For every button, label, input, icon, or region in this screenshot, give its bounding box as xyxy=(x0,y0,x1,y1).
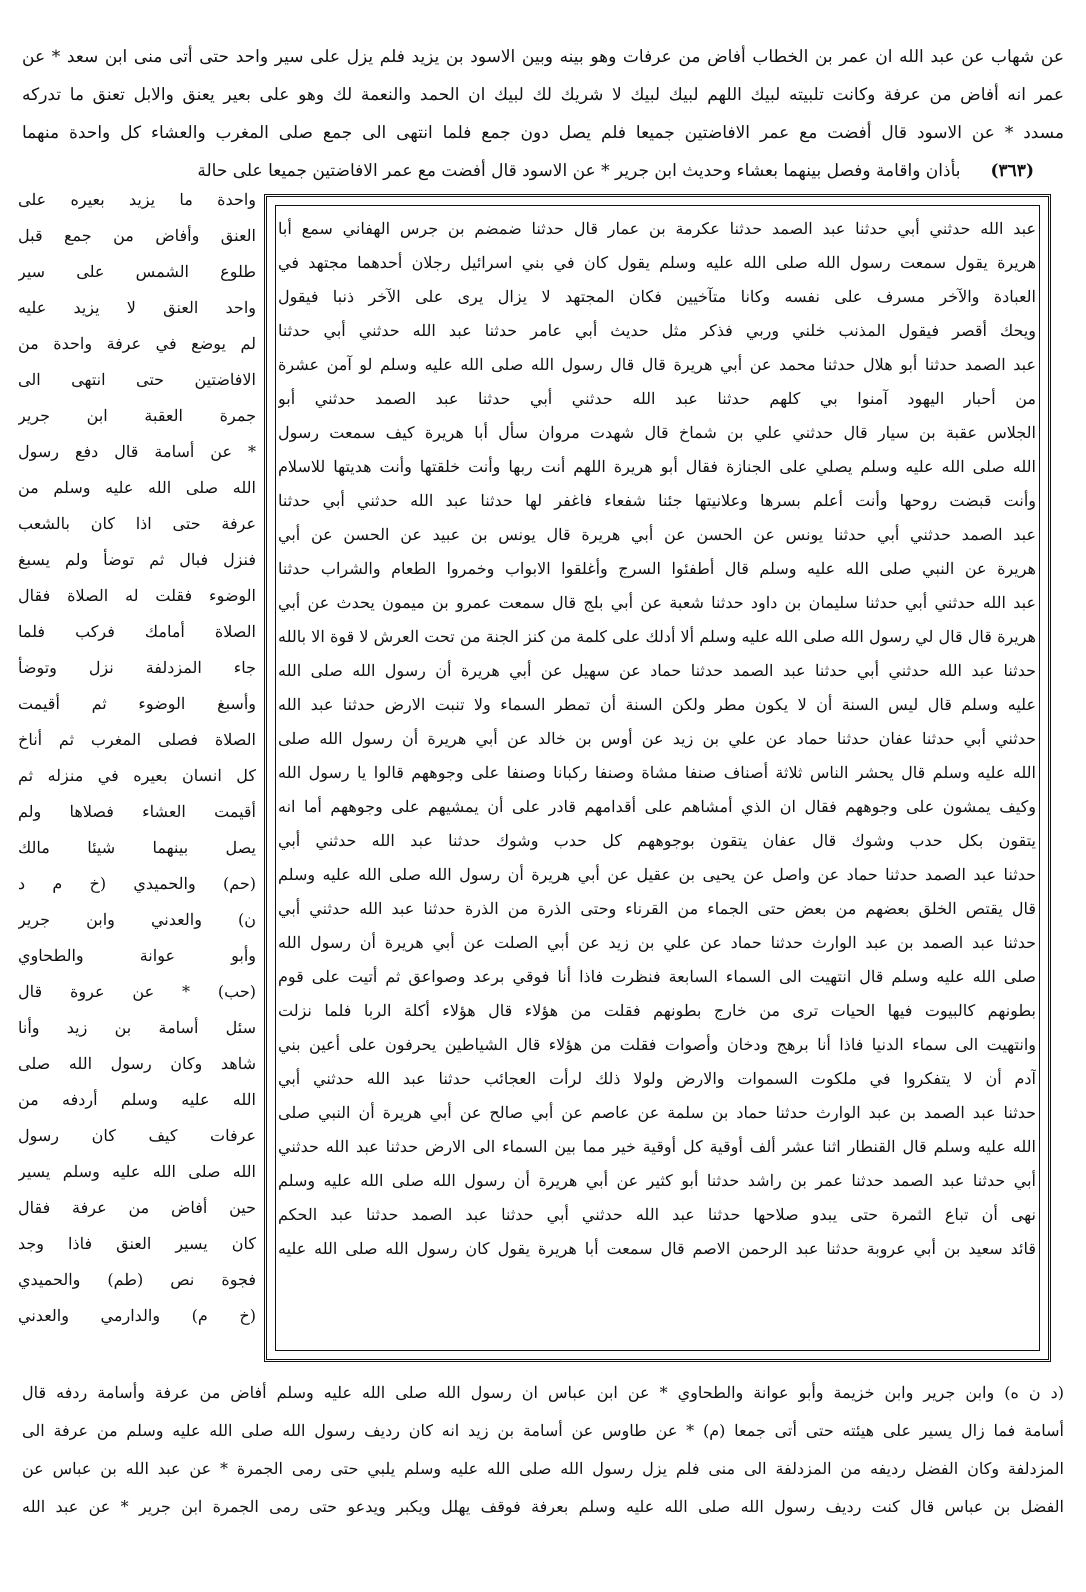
top-line-2: عمر انه أفاض من عرفة وكانت تلبيته لبيك اللهم لبيك لبيك لا شريك لك لبيك ان الحمد والنعمة لك وهو على بعير يعنق والابل تعنق ما تدركه xyxy=(22,85,1064,105)
side-line: عرفات كيف كان رسول xyxy=(18,1126,256,1145)
side-line: الله صلى الله عليه وسلم يسير xyxy=(18,1162,256,1181)
main-line: عبد الله حدثني أبي حدثنا سليمان بن داود حدثنا شعبة عن أبي بلج قال سمعت عمرو بن ميمون يحدث عن أبي xyxy=(278,593,1036,612)
side-line: وأبو عوانة والطحاوي xyxy=(18,946,256,965)
main-line: هريرة عن النبي صلى الله عليه وسلم قال أطفئوا السرج وأغلقوا الابواب وخمروا الطعام والشراب حدثنا xyxy=(278,559,1036,578)
main-line: هريرة يقول سمعت رسول الله صلى الله عليه وسلم يقول كان في بني اسرائيل رجلان أحدهما مجتهد في xyxy=(278,253,1036,272)
side-line: لم يوضع في عرفة واحدة من xyxy=(18,334,256,353)
side-line: شاهد وكان رسول الله صلى xyxy=(18,1054,256,1073)
main-line: وكيف يمشون على وجوههم فقال ان الذي أمشاهم على أقدامهم قادر على أن يمشيهم على وجوههم أما انه xyxy=(278,797,1036,816)
side-line: طلوع الشمس على سير xyxy=(18,262,256,281)
main-line: وأنت قبضت روحها وأنت أعلم بسرها وعلانيتها جئنا شفعاء فاغفر لها حدثنا عبد الله حدثني أبي حدثنا xyxy=(278,491,1036,510)
side-line: يصل بينهما شيئا مالك xyxy=(18,838,256,857)
side-line: (حم) والحميدي (خ م د xyxy=(18,874,256,893)
side-line: * عن أسامة قال دفع رسول xyxy=(18,442,256,461)
side-line: العنق وأفاض من جمع قبل xyxy=(18,226,256,245)
main-line: من أحبار اليهود آمنوا بي كلهم حدثنا عبد الله حدثني أبي حدثنا عبد الصمد حدثني أبو xyxy=(278,389,1036,408)
side-line: الصلاة أمامك فركب فلما xyxy=(18,622,256,641)
top-line-4-text: بأذان واقامة وفصل بينهما بعشاء وحديث ابن جرير * عن الاسود قال أفضت مع عمر الافاضتين جميعا على حالة xyxy=(197,161,961,181)
side-line: وأسبغ الوضوء ثم أقيمت xyxy=(18,694,256,713)
side-line: الوضوء فقلت له الصلاة فقال xyxy=(18,586,256,605)
main-line: هريرة قال قال لي رسول الله صلى الله عليه وسلم ألا أدلك على كلمة من كنز الجنة من تحت العرش لا قوة الا بالله xyxy=(278,627,1036,646)
main-line: عبد الصمد حدثني أبي حدثنا يونس عن الحسن عن أبي هريرة قال يونس بن عبيد عن الحسن عن أبي xyxy=(278,525,1036,544)
main-line: الله عليه وسلم قال القنطار اثنا عشر ألف أوقية كل أوقية خير مما بين السماء الى الارض حدثنا عبد الله حدثني xyxy=(278,1137,1036,1156)
main-line: العبادة والآخر مسرف على نفسه وكانا متآخيين فكان المجتهد لا يزال يرى على الآخر ذنبا فيقول xyxy=(278,287,1036,306)
main-line: يتقون بكل حدب وشوك قال عفان يتقون بوجوههم كل حدب وشوك حدثنا عبد الله حدثني أبي xyxy=(278,831,1036,850)
bottom-commentary xyxy=(22,1374,1064,1526)
main-line: قال يقتص الخلق بعضهم من بعض حتى الجماء من القرناء وحتى الذرة من الذرة حدثنا عبد الله حدثني أبي xyxy=(278,899,1036,918)
main-hadith-text xyxy=(278,212,1036,1266)
side-line: الصلاة فصلى المغرب ثم أناخ xyxy=(18,730,256,749)
bottom-line: (د ن ه) وابن جرير وابن خزيمة وأبو عوانة والطحاوي * عن ابن عباس ان رسول الله صلى الله عليه وسلم أفاض من عرفة وأسامة ردفه قال xyxy=(22,1383,1064,1402)
top-line-1: عن شهاب عن عبد الله ان عمر بن الخطاب أفاض من عرفات وهو بينه وبين الاسود بن يزيد فلم يزل على سير واحد حتى أتى منى ابن سعد * عن xyxy=(22,47,1064,67)
main-line: نهى أن تباع الثمرة حتى يبدو صلاحها حدثنا عبد الله حدثني أبي حدثنا عبد الصمد حدثنا عبد الحكم xyxy=(278,1205,1036,1224)
side-line: جمرة العقبة ابن جرير xyxy=(18,406,256,425)
main-line: حدثني أبي حدثنا عفان حدثنا حماد عن علي بن زيد عن أوس بن خالد عن أبي هريرة أن رسول الله صلى xyxy=(278,729,1036,748)
side-line: واحدة ما يزيد بعيره على xyxy=(18,190,256,209)
side-line: (حب) * عن عروة قال xyxy=(18,982,256,1001)
main-line: عبد الصمد حدثنا أبو هلال حدثنا محمد عن أبي هريرة قال قال رسول الله صلى الله عليه وسلم لو آمن عشرة xyxy=(278,355,1036,374)
side-line: الافاضتين حتى انتهى الى xyxy=(18,370,256,389)
main-line: الله عليه وسلم قال يحشر الناس ثلاثة أصناف صنفا مشاة وصنفا ركبانا وصنفا على وجوههم قالوا يا رسول الله xyxy=(278,763,1036,782)
main-line: صلى الله عليه وسلم قال انتهيت الى السماء السابعة فنظرت فاذا أنا فوقي برعد وصواعق ثم أتيت على قوم xyxy=(278,967,1036,986)
side-commentary xyxy=(18,182,256,1334)
side-line: جاء المزدلفة نزل وتوضأ xyxy=(18,658,256,677)
side-line: حين أفاض من عرفة فقال xyxy=(18,1198,256,1217)
main-line: وانتهيت الى سماء الدنيا فاذا أنا برهج ودخان وأصوات فقلت من هؤلاء قال الشياطين يحرفون على أعين بني xyxy=(278,1035,1036,1054)
side-line: سئل أسامة بن زيد وأنا xyxy=(18,1018,256,1037)
side-line: كان يسير العنق فاذا وجد xyxy=(18,1234,256,1253)
bottom-line: المزدلفة وكان الفضل رديفه من المزدلفة الى منى فلم يزل رسول الله صلى الله عليه وسلم يلبي حتى رمى الجمرة * عن عبد الله بن عباس عن xyxy=(22,1459,1064,1478)
side-line: الله عليه وسلم أردفه من xyxy=(18,1090,256,1109)
page-number: (٣٦٣) xyxy=(990,161,1034,181)
side-line: أقيمت العشاء فصلاها ولم xyxy=(18,802,256,821)
side-line: كل انسان بعيره في منزله ثم xyxy=(18,766,256,785)
main-line: حدثنا عبد الصمد بن عبد الوارث حدثنا حماد عن علي بن زيد عن أبي الصلت عن أبي هريرة أن رسول الله xyxy=(278,933,1036,952)
side-line: ن) والعدني وابن جرير xyxy=(18,910,256,929)
side-line: فنزل فبال ثم توضأ ولم يسبغ xyxy=(18,550,256,569)
main-line: ويحك أقصر فيقول المذنب خلني وربي فذكر مثل حديث أبي عامر حدثنا عبد الله حدثني أبي حدثنا xyxy=(278,321,1036,340)
main-line: حدثنا عبد الله حدثني أبي حدثنا عبد الصمد حدثنا حماد عن سهيل عن أبي هريرة أن رسول الله صلى الله xyxy=(278,661,1036,680)
main-line: عليه وسلم قال ليس السنة أن لا يكون مطر ولكن السنة أن تمطر السماء ولا تنبت الارض حدثنا عبد الله xyxy=(278,695,1036,714)
main-line: أبي حدثنا عبد الصمد حدثنا عمر بن راشد حدثنا أبو كثير عن أبي هريرة أن رسول الله صلى الله عليه وسلم xyxy=(278,1171,1036,1190)
top-commentary xyxy=(22,38,1064,190)
bottom-line: أسامة فما زال يسير على هيئته حتى أتى جمعا (م) * عن طاوس عن أسامة بن زيد انه كان رديف رسول الله صلى الله عليه وسلم من عرفة الى xyxy=(22,1421,1064,1440)
main-line: حدثنا عبد الصمد حدثنا حماد عن واصل عن يحيى بن عقيل عن أبي هريرة أن رسول الله صلى الله عليه وسلم xyxy=(278,865,1036,884)
main-line: قائد سعيد بن أبي عروبة حدثنا عبد الرحمن الاصم قال سمعت أبا هريرة يقول كان رسول الله صلى الله عليه xyxy=(278,1239,1036,1258)
bottom-line: الفضل بن عباس قال كنت رديف رسول الله صلى الله عليه وسلم بعرفة فوقف يهلل ويكبر ويدعو حتى رمى الجمرة ابن جرير * عن عبد الله xyxy=(22,1497,1064,1516)
main-line: عبد الله حدثني أبي حدثنا عبد الصمد حدثنا عكرمة بن عمار قال حدثنا ضمضم بن جرس الهفاني سمع أبا xyxy=(278,219,1036,238)
side-line: واحد العنق لا يزيد عليه xyxy=(18,298,256,317)
side-line: فجوة نص (طم) والحميدي xyxy=(18,1270,256,1289)
main-line: الجلاس عقبة بن سيار قال حدثني علي بن شماخ قال شهدت مروان سأل أبا هريرة كيف سمعت رسول xyxy=(278,423,1036,442)
side-line: (خ م) والدارمي والعدني xyxy=(18,1306,256,1325)
side-line: عرفة حتى اذا كان بالشعب xyxy=(18,514,256,533)
main-line: الله صلى الله عليه وسلم يصلي على الجنازة فقال أبو هريرة اللهم أنت ربها وأنت خلقتها وأنت هديتها للاسلام xyxy=(278,457,1036,476)
side-line: الله صلى الله عليه وسلم من xyxy=(18,478,256,497)
main-line: حدثنا عبد الصمد بن عبد الوارث حدثنا حماد بن سلمة عن عاصم عن أبي صالح عن أبي هريرة أن النبي صلى xyxy=(278,1103,1036,1122)
top-line-3: مسدد * عن الاسود قال أفضت مع عمر الافاضتين جميعا فلم يصل دون جمع فلما انتهى الى جمع صلى المغرب والعشاء كل واحدة منهما xyxy=(22,123,1064,143)
main-line: آدم أن لا يتفكروا في ملكوت السموات والارض ولولا ذلك لرأت العجائب حدثنا عبد الله حدثني أبي xyxy=(278,1069,1036,1088)
main-line: بطونهم كالبيوت فيها الحيات ترى من خارج بطونهم فقلت من هؤلاء قال هؤلاء أكلة الربا فلما نزلت xyxy=(278,1001,1036,1020)
